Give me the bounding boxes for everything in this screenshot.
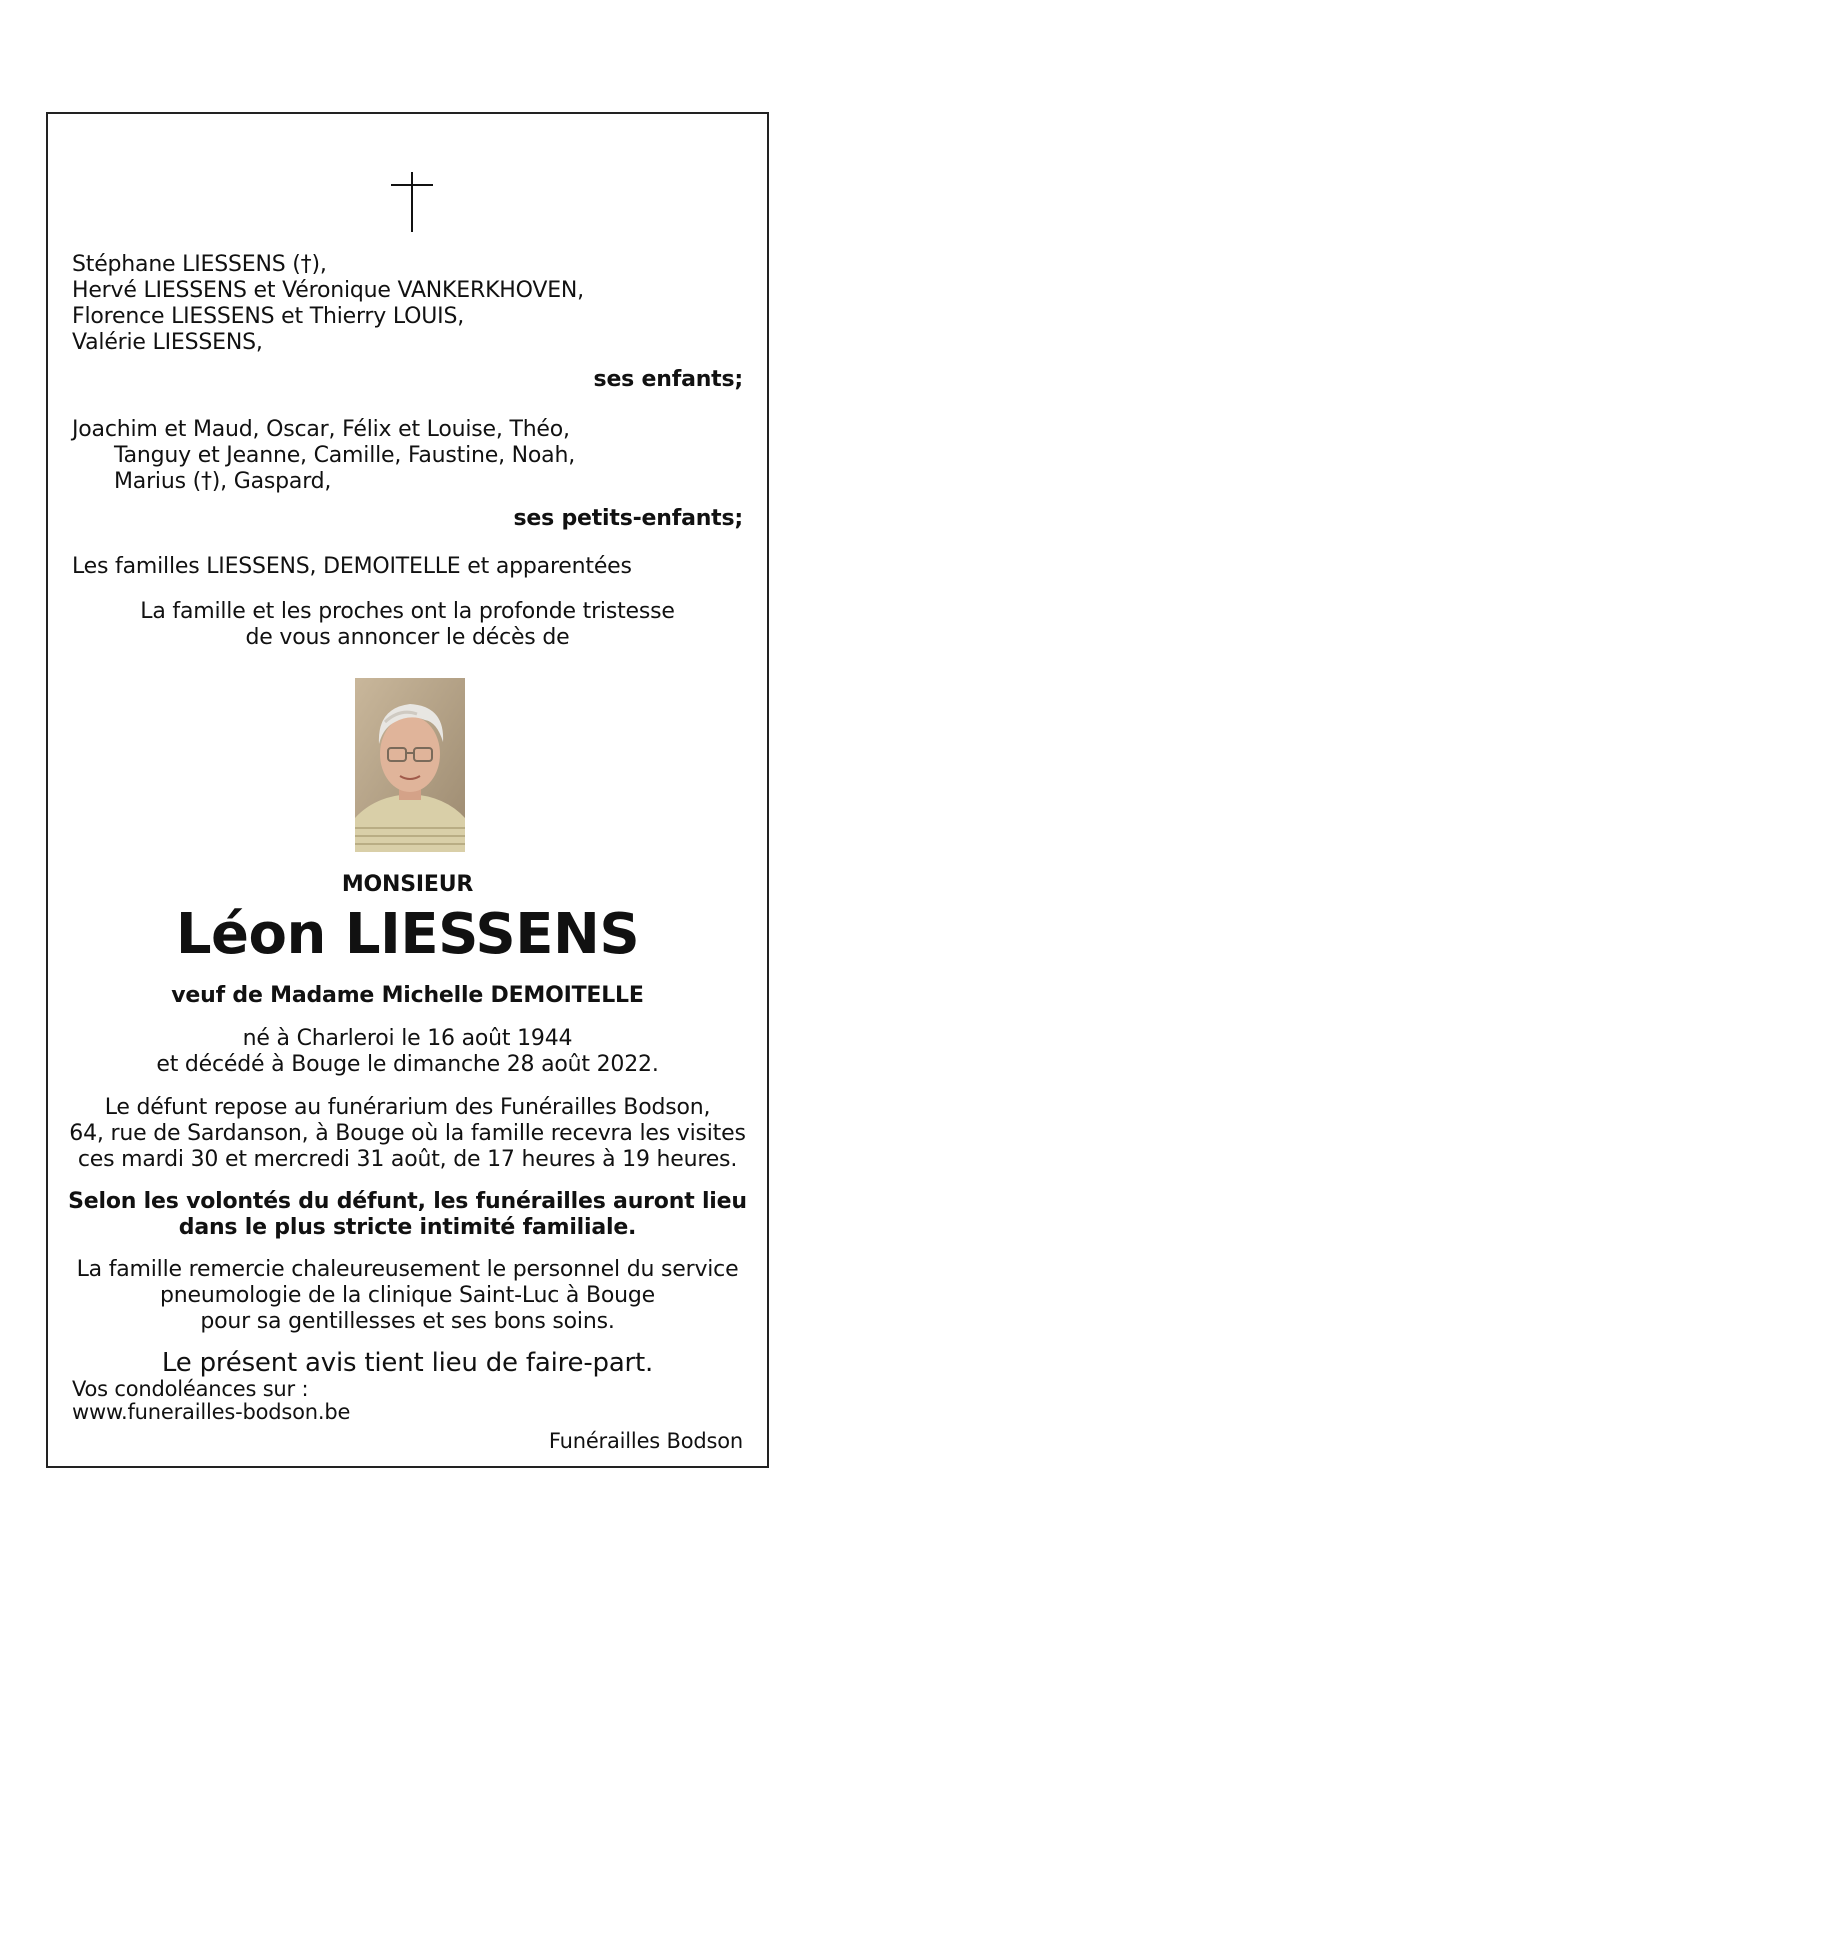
- condolences-url[interactable]: www.funerailles-bodson.be: [72, 1400, 351, 1424]
- portrait-photo: [355, 678, 465, 852]
- faire-part-line: Le présent avis tient lieu de faire-part.: [161, 1348, 654, 1378]
- child-line: Hervé LIESSENS et Véronique VANKERKHOVEN,: [72, 278, 584, 303]
- thanks-line: pneumologie de la clinique Saint-Luc à Bouge: [160, 1283, 655, 1308]
- obituary-notice: [46, 112, 769, 1468]
- grandchildren-line: Joachim et Maud, Oscar, Félix et Louise, Théo,: [72, 417, 570, 442]
- deceased-name: Léon LIESSENS: [175, 902, 640, 967]
- funeral-home: Funérailles Bodson: [548, 1429, 743, 1453]
- visitation-line: 64, rue de Sardanson, à Bouge où la famille recevra les visites: [69, 1121, 746, 1146]
- grandchildren-line: Marius (†), Gaspard,: [114, 469, 332, 494]
- child-line: Valérie LIESSENS,: [72, 330, 263, 355]
- cross-icon: [391, 172, 433, 232]
- widower-line: veuf de Madame Michelle DEMOITELLE: [171, 983, 644, 1008]
- funeral-line: Selon les volontés du défunt, les funérailles auront lieu: [68, 1189, 747, 1214]
- funeral-line: dans le plus stricte intimité familiale.: [178, 1215, 637, 1240]
- grandchildren-label: ses petits-enfants;: [513, 506, 743, 531]
- honorific: MONSIEUR: [341, 872, 474, 897]
- visitation-line: Le défunt repose au funérarium des Funérailles Bodson,: [104, 1095, 711, 1120]
- dates-line: et décédé à Bouge le dimanche 28 août 2022.: [156, 1052, 659, 1077]
- child-line: Florence LIESSENS et Thierry LOUIS,: [72, 304, 465, 329]
- visitation-line: ces mardi 30 et mercredi 31 août, de 17 heures à 19 heures.: [77, 1147, 738, 1172]
- thanks-line: pour sa gentillesses et ses bons soins.: [200, 1309, 615, 1334]
- grandchildren-line: Tanguy et Jeanne, Camille, Faustine, Noah,: [114, 443, 576, 468]
- announcement-line: de vous annoncer le décès de: [245, 625, 570, 650]
- condolences-label: Vos condoléances sur :: [72, 1377, 309, 1401]
- thanks-line: La famille remercie chaleureusement le personnel du service: [76, 1257, 739, 1282]
- dates-line: né à Charleroi le 16 août 1944: [242, 1026, 573, 1051]
- families-line: Les familles LIESSENS, DEMOITELLE et apparentées: [72, 554, 632, 579]
- announcement-line: La famille et les proches ont la profonde tristesse: [140, 599, 675, 624]
- child-line: Stéphane LIESSENS (†),: [72, 252, 327, 277]
- children-label: ses enfants;: [593, 367, 743, 392]
